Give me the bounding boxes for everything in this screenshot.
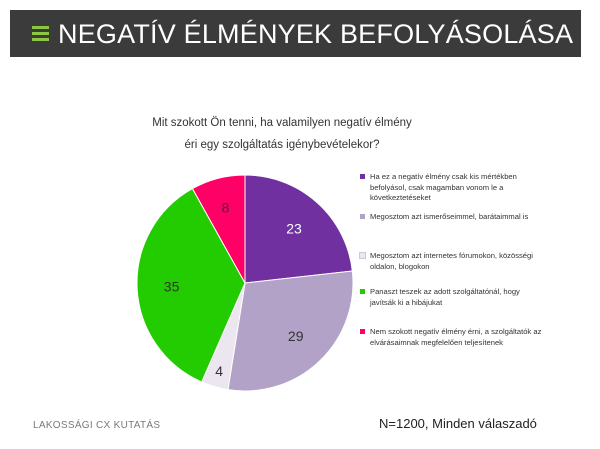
page-title: NEGATÍV ÉLMÉNYEK BEFOLYÁSOLÁSA — [58, 19, 574, 49]
legend-swatch — [360, 329, 365, 334]
footer-survey-name: LAKOSSÁGI CX KUTATÁS — [33, 420, 161, 431]
legend-label: Megosztom azt internetes fórumokon, közösségi oldalon, blogokon — [370, 251, 533, 271]
data-label: 35 — [163, 278, 180, 295]
legend-label: Nem szokott negatív élmény érni, a szolgáltatók az elvárásaimnak megfelelően teljesítenek — [370, 327, 542, 347]
legend-swatch — [360, 253, 365, 258]
legend-swatch — [360, 174, 365, 179]
chart-title-line-2: éri egy szolgáltatás igénybevételekor? — [184, 139, 380, 151]
legend-label: Megosztom azt ismerőseimmel, barátaimmal is — [370, 212, 529, 221]
legend-swatch — [360, 214, 365, 219]
data-label: 23 — [286, 220, 302, 237]
data-label: 8 — [221, 199, 230, 216]
footer-sample-note: N=1200, Minden válaszadó — [379, 416, 537, 431]
legend-swatch — [360, 289, 365, 294]
legend-label: Panaszt teszek az adott szolgáltatónál, hogy javítsák ki a hibájukat — [370, 287, 520, 307]
data-label: 4 — [215, 363, 223, 380]
legend-label: Ha ez a negatív élmény csak kis mértékben befolyásol, csak magamban vonom le a következtetéseket — [370, 172, 517, 202]
data-label: 29 — [287, 328, 304, 345]
chart-title-line-1: Mit szokott Ön tenni, ha valamilyen negatív élmény — [152, 117, 412, 129]
